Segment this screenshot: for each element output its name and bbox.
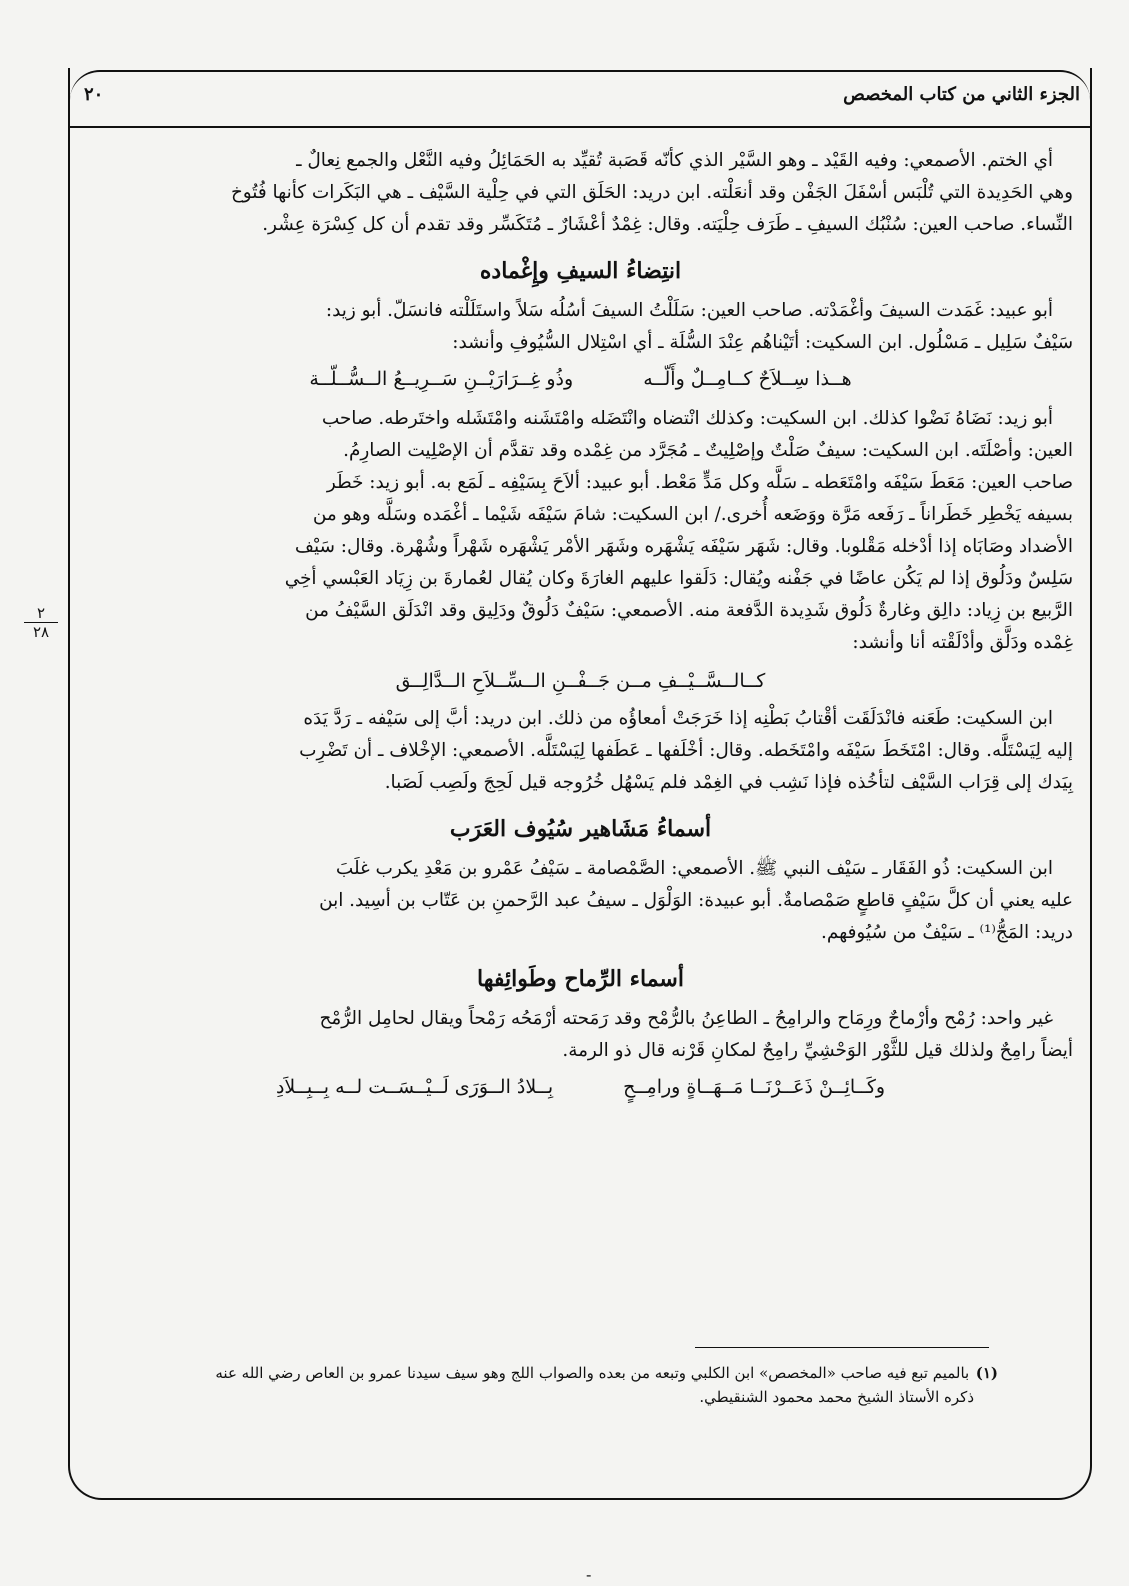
verse-2: كــالــسَّــيْــفِ مــن جَــفْــنِ الــسِّــلاَحِ الــدَّالِــق (395, 670, 766, 692)
marginal-folio-note (24, 604, 58, 641)
verse-1-second-hemistich: وذُو غِــرَارَيْــنِ سَــرِيــعُ الــسُّــلّــة (309, 368, 574, 390)
section1-line-13: بِيَدك إلى قِرَاب السَّيْف لتأخُذه فإذا نَشِب في الغِمْد فلم يَسْهُل خُرُوجه قيل لَحِجَ ولَصِب لَصَبا. (384, 772, 1073, 793)
section2-line-2: عليه يعني أن كلَّ سَيْفٍ قاطعٍ صَمْصامةٌ. أبو عبيدة: الوَلْوَل ـ سيفُ عبد الرَّحمنِ بن عَتّاب بن أسِيد. ابن (319, 890, 1073, 911)
section2-line-1: ابن السكيت: ذُو الفَقَار ـ سَيْف النبي ﷺ. الأصمعي: الصَّمْصامة ـ سَيْفُ عَمْرو بن مَعْدِ يكرب غلَبَ (335, 858, 1053, 879)
section1-line-12: إليه لِيَسْتَلَّه. وقال: امْتَخَطَ سَيْفَه وامْتَخَطه. وقال: أخْلَفها ـ عَطَفها لِيَسْتَلَّه. الأصمعي: الإخْلاف ـ أن تَضْرِب (299, 740, 1073, 761)
section1-line-10: غِمْده ودَلَّق وأدْلَقْته أنا وأنشد: (852, 632, 1073, 653)
section1-line-9: الرَّبيع بن زِياد: دالِق وغارةٌ دَلُوق شَدِيدة الدَّفعة منه. الأصمعي: سَيْفٌ دَلُوقٌ ودَلِيق وقد انْدَلَق السَّيْفُ من (305, 600, 1073, 621)
intro-line-3: النِّساء. صاحب العين: سُنْبُك السيفِ ـ طَرَف حِلْيَته. وقال: غِمْدٌ أعْشَارٌ ـ مُتَكَسِّر وقد تقدم أن كل كِسْرَة عِشْر. (262, 214, 1073, 235)
footnote-separator (695, 1347, 989, 1348)
section-heading-3: أسماء الرِّماح وطَوائِفها (477, 966, 684, 992)
main-text (88, 145, 1073, 1111)
section1-line-8: سَلِسٌ ودَلُوق إذا لم يَكُن عاضًا في جَفْنه ويُقال: دَلَقوا عليهم الغارَةَ وكان يُقال لعُمارةَ بن زِيَاد العَبْسي أخِي (284, 568, 1073, 589)
section1-line-2: سَيْفٌ سَلِيل ـ مَسْلُول. ابن السكيت: أتَيْناهُم عِنْدَ السُّلَة ـ أي اسْتِلال السُّيُوفِ وأنشد: (452, 332, 1073, 353)
running-title: الجزء الثاني من كتاب المخصص (843, 84, 1080, 105)
page-header (70, 70, 1090, 128)
section1-line-3: أبو زيد: نَضَاهُ نَضْوا كذلك. ابن السكيت: وكذلك انْتضاه وانْتَضَله وامْتَشَنه وامْتَشَله واختَرطه. صاحب (321, 408, 1053, 429)
section2-line-3: دريد: المَجُّ⁽¹⁾ ـ سَيْفٌ من سُيُوفهم. (821, 922, 1073, 943)
intro-line-1: أي الختم. الأصمعي: وفيه القَيْد ـ وهو السَّيْر الذي كأنّه قَصَبة تُقيِّد به الحَمَائِلُ وفيه النَّعْل والجمع نِعالٌ ـ (296, 150, 1053, 171)
marginal-folio-bottom: ٢٨ (32, 623, 50, 641)
verse-1-first-hemistich: هــذا سِــلاَحٌ كــامِــلٌ وأَلّــه (643, 368, 852, 390)
section3-line-2: أيضاً رامِحٌ ولذلك قيل للثَّوْر الوَحْشِيِّ رامِحٌ لمكانِ قَرْنه قال ذو الرمة. (562, 1040, 1073, 1061)
section-heading-1: انتِضاءُ السيفِ وإِغْماده (479, 258, 682, 284)
page-number: ٢٠ (84, 84, 104, 105)
footnote-text-1: بالميم تبع فيه صاحب «المخصص» ابن الكلبي وتبعه من بعده والصواب اللج وهو سيف سيدنا عمرو بن العاص رضي الله عنه (215, 1364, 970, 1382)
section1-line-11: ابن السكيت: طَعَنه فانْدَلَقَت أقْتابُ بَطْنِه إذا خَرَجَتْ أمعاؤُه من ذلك. ابن دريد: أبَّ إلى سَيْفه ـ رَدَّ يَدَه (303, 708, 1053, 729)
marginal-folio-top: ٢ (24, 604, 58, 623)
section1-line-5: صاحب العين: مَعَطَ سَيْفَه وامْتَعَطه ـ سَلَّه وكل مَدٍّ مَعْط. أبو عبيد: ألاَحَ بِسَيْفِه ـ لَمَع به. أبو زيد: خَطَر (326, 472, 1073, 493)
verse-3-first-hemistich: وكَــائِــنْ ذَعَــرْنَــا مَــهَــاةٍ ورامِــحٍ (623, 1076, 886, 1098)
verse-3-second-hemistich: بِــلادُ الــوَرَى لَــيْــسَــت لــه بِــبِــلاَدِ (275, 1076, 554, 1098)
section1-line-4: العين: وأصْلَتَه. ابن السكيت: سيفٌ صَلْتٌ وإصْلِيتٌ ـ مُجَرَّد من غِمْده وقد تقدَّم أن الإصْلِيت الصارِمُ. (343, 440, 1073, 461)
section1-line-7: الأضداد وصَابَاه إذا أدْخله مَقْلوبا. وقال: شَهَر سَيْفَه يَشْهَره وشَهَر الأمْر يَشْهَره شَهْراً وشُهْرة. وقال: سَيْف (294, 536, 1073, 557)
section1-line-1: أبو عبيد: غَمَدت السيفَ وأغْمَدْته. صاحب العين: سَلَلْتُ السيفَ أسُلُه سَلاً واستَلَلْته فانسَلّ. أبو زيد: (325, 300, 1053, 321)
footnotes (98, 1361, 998, 1409)
section1-line-6: بسيفه يَخْطِر خَطَراناً ـ رَفَعه مَرَّة ووَضَعه أُخرى./ ابن السكيت: شامَ سَيْفَه شَيْما ـ أغْمَده وسَلَّه وهو من (312, 504, 1073, 525)
intro-line-2: وهي الحَدِيدة التي تُلْبَس أسْفَلَ الجَفْن وقد أنعَلْته. ابن دريد: الحَلَق التي في حِلْية السَّيْف ـ هي البَكَرات كأنها فُتُوخ (230, 182, 1073, 203)
section-heading-2: أسماءُ مَشَاهير سُيُوف العَرَب (449, 816, 712, 842)
footnote-number: (١) (975, 1364, 998, 1382)
footnote-1-line-1 (98, 1361, 998, 1385)
verse-1 (88, 363, 1073, 395)
verse-3 (88, 1071, 1073, 1103)
footnote-1-line-2: ذكره الأستاذ الشيخ محمد محمود الشنقيطي. (699, 1388, 974, 1406)
section3-line-1: غير واحد: رُمْح وأرْماحٌ ورِمَاح والرامِحُ ـ الطاعِنُ بالرُّمْح وقد رَمَحته أرْمَحُه رَمْحاً ويقال لحامِل الرُّمْح (319, 1008, 1053, 1029)
bottom-mark: - (586, 1565, 592, 1584)
